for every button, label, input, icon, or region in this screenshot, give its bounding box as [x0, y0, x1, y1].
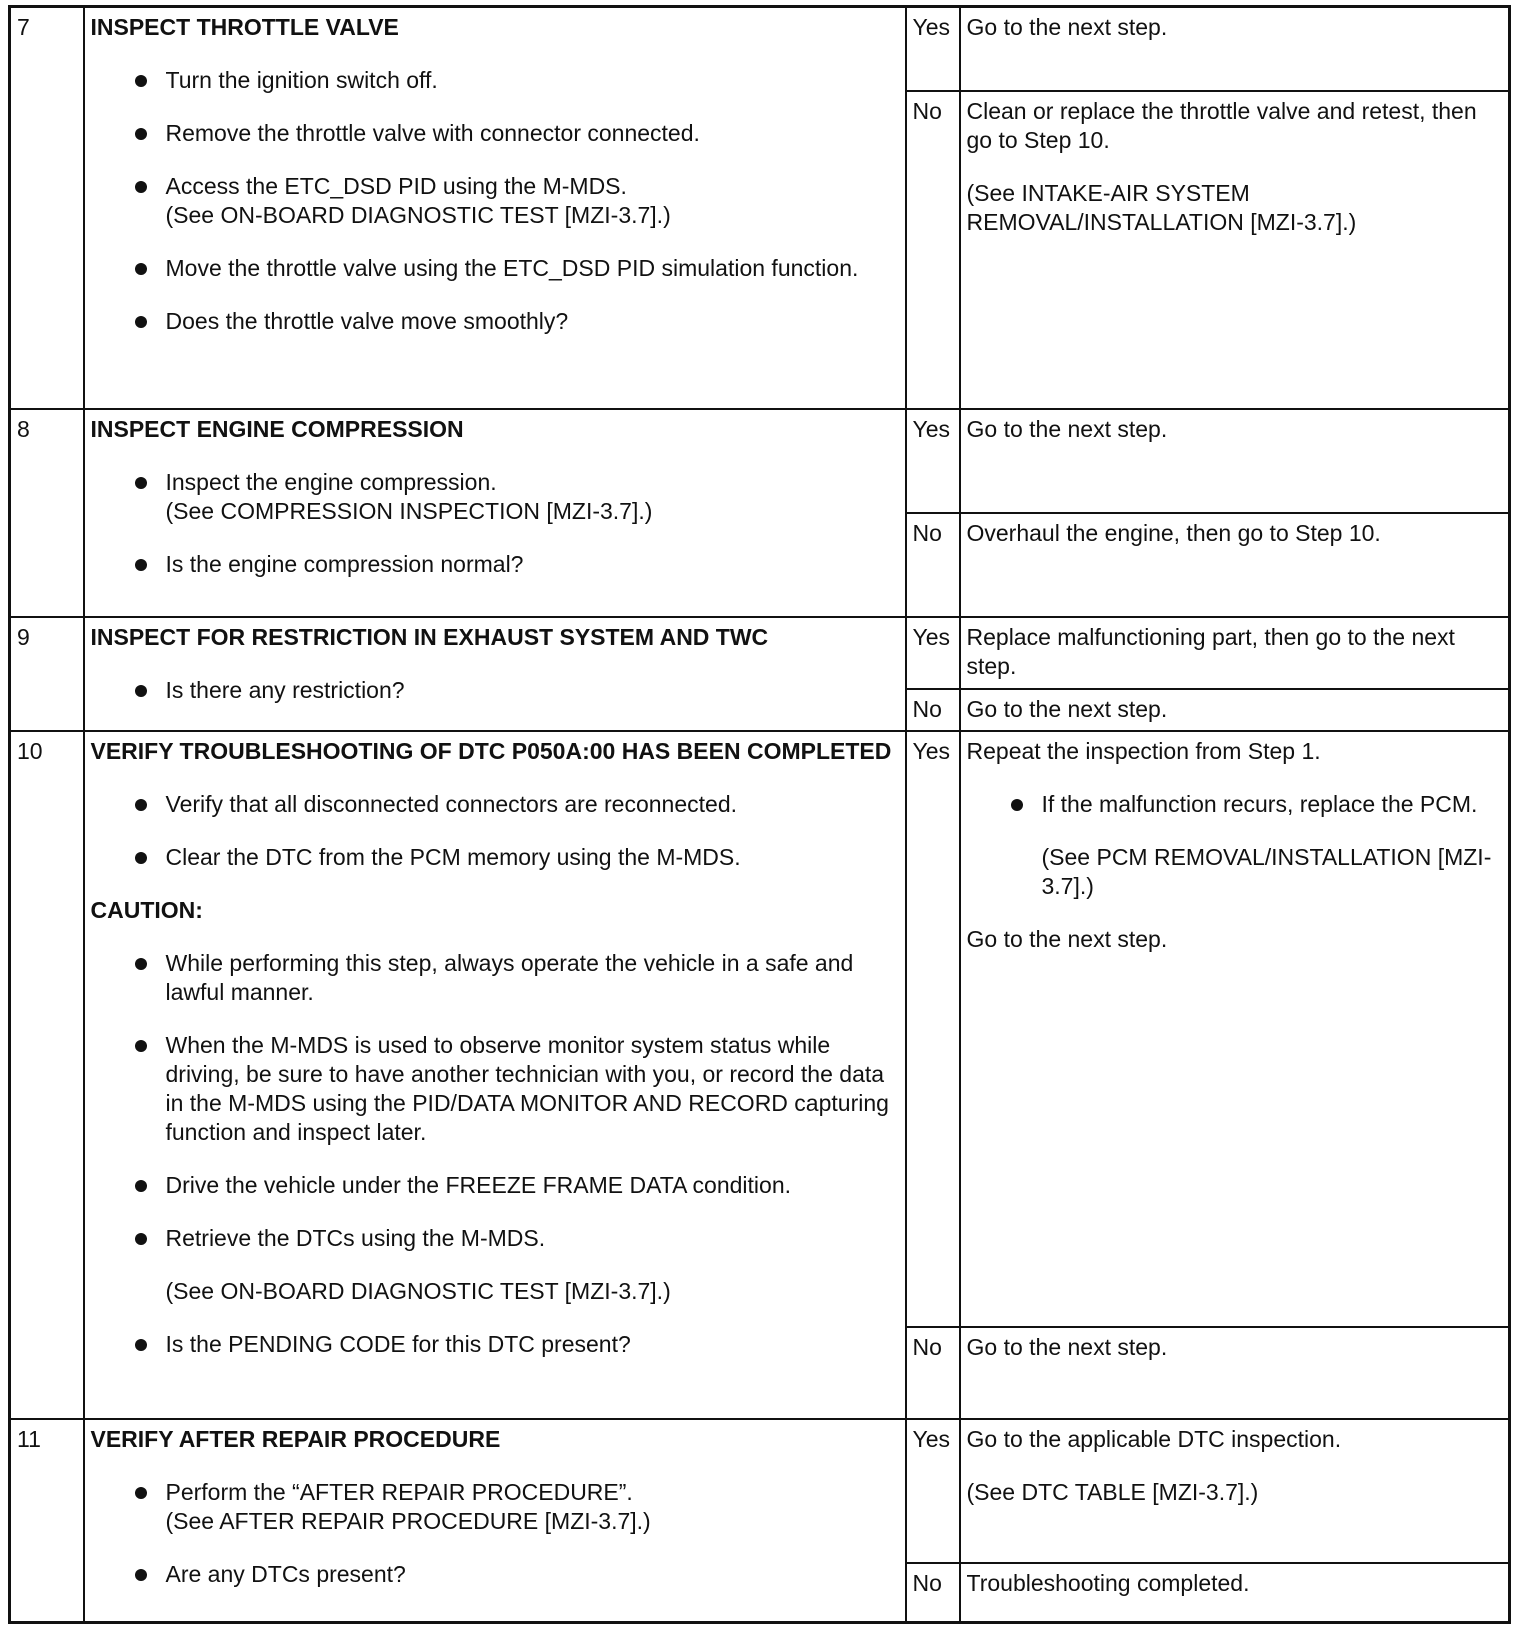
step-number: 9	[10, 617, 84, 731]
reference-link: (See COMPRESSION INSPECTION [MZI-3.7].)	[165, 497, 653, 524]
inspection-list	[91, 66, 899, 201]
list-item: Is the engine compression normal?	[91, 550, 899, 579]
step-7-yes-row	[10, 7, 1510, 91]
action-text: Go to the applicable DTC inspection.	[966, 1425, 1342, 1452]
action-text: Go to the next step.	[966, 14, 1168, 40]
inspection-list	[91, 790, 899, 872]
inspection-list	[91, 1478, 899, 1507]
action-text: Overhaul the engine, then go to Step 10.	[966, 519, 1381, 546]
inspection-list	[91, 550, 899, 579]
list-item: Verify that all disconnected connectors are reconnected.	[91, 790, 899, 819]
step-11-yes-row	[10, 1419, 1510, 1563]
step-number: 8	[10, 409, 84, 617]
no-label: No	[906, 91, 960, 409]
step-number: 11	[10, 1419, 84, 1623]
list-item: When the M-MDS is used to observe monitor system status while driving, be sure to have another technician with you, or record the data in the M-MDS using the PID/DATA MONITOR AND RECORD capturing function and inspect later.	[91, 1031, 899, 1147]
list-item: Move the throttle valve using the ETC_DSD PID simulation function.	[91, 254, 899, 283]
list-item: Remove the throttle valve with connector connected.	[91, 119, 899, 148]
list-item: Perform the “AFTER REPAIR PROCEDURE”.	[91, 1478, 899, 1507]
list-item: While performing this step, always operate the vehicle in a safe and lawful manner.	[91, 949, 899, 1007]
no-label: No	[906, 689, 960, 731]
action-list	[967, 790, 1503, 819]
action-text: Go to the next step.	[966, 695, 1168, 722]
list-item: Are any DTCs present?	[91, 1560, 899, 1589]
yes-action	[960, 7, 1510, 91]
step-10-yes-row	[10, 731, 1510, 1327]
no-action	[960, 689, 1510, 731]
reference-link: (See PCM REMOVAL/INSTALLATION [MZI-3.7].)	[1041, 843, 1492, 899]
step-title: INSPECT ENGINE COMPRESSION	[90, 415, 464, 442]
list-item: Turn the ignition switch off.	[91, 66, 899, 95]
list-item: If the malfunction recurs, replace the PCM.	[967, 790, 1503, 819]
reference-link: (See DTC TABLE [MZI-3.7].)	[966, 1478, 1259, 1505]
step-inspection	[84, 7, 906, 409]
list-item: Is there any restriction?	[91, 676, 899, 705]
no-action	[960, 91, 1510, 409]
yes-label: Yes	[906, 7, 960, 91]
step-number: 10	[10, 731, 84, 1419]
step-title: VERIFY TROUBLESHOOTING OF DTC P050A:00 HAS BEEN COMPLETED	[90, 737, 892, 764]
action-text: Troubleshooting completed.	[966, 1569, 1250, 1596]
list-item: Clear the DTC from the PCM memory using the M-MDS.	[91, 843, 899, 872]
no-action	[960, 513, 1510, 617]
list-item: Drive the vehicle under the FREEZE FRAME DATA condition.	[91, 1171, 899, 1200]
no-action	[960, 1563, 1510, 1623]
yes-action	[960, 617, 1510, 689]
inspection-list	[91, 1560, 899, 1589]
inspection-list	[91, 468, 899, 497]
troubleshooting-page	[8, 5, 1508, 1625]
action-text: Go to the next step.	[966, 415, 1168, 442]
step-inspection	[84, 1419, 906, 1623]
no-action	[960, 1327, 1510, 1419]
inspection-list	[91, 254, 899, 336]
reference-link: (See ON-BOARD DIAGNOSTIC TEST [MZI-3.7].)	[165, 1277, 671, 1304]
yes-label: Yes	[906, 731, 960, 1327]
step-title: INSPECT THROTTLE VALVE	[90, 14, 399, 40]
yes-action	[960, 409, 1510, 513]
yes-action	[960, 1419, 1510, 1563]
action-text: Go to the next step.	[966, 925, 1168, 952]
step-8-yes-row	[10, 409, 1510, 513]
list-item: Inspect the engine compression.	[91, 468, 899, 497]
reference-link: (See INTAKE-AIR SYSTEM REMOVAL/INSTALLATION [MZI-3.7].)	[966, 179, 1357, 235]
list-item: Access the ETC_DSD PID using the M-MDS.	[91, 172, 899, 201]
yes-label: Yes	[906, 409, 960, 513]
step-9-yes-row	[10, 617, 1510, 689]
caution-heading: CAUTION:	[90, 896, 203, 923]
yes-label: Yes	[906, 1419, 960, 1563]
caution-list	[91, 949, 899, 1253]
no-label: No	[906, 513, 960, 617]
step-inspection	[84, 617, 906, 731]
inspection-list	[91, 1330, 899, 1359]
reference-link: (See ON-BOARD DIAGNOSTIC TEST [MZI-3.7].)	[165, 202, 671, 228]
action-text: Repeat the inspection from Step 1.	[966, 737, 1321, 764]
list-item: Retrieve the DTCs using the M-MDS.	[91, 1224, 899, 1253]
step-title: INSPECT FOR RESTRICTION IN EXHAUST SYSTEM AND TWC	[90, 623, 769, 650]
step-title: VERIFY AFTER REPAIR PROCEDURE	[90, 1425, 501, 1452]
no-label: No	[906, 1563, 960, 1623]
action-text: Replace malfunctioning part, then go to the next step.	[966, 623, 1455, 679]
list-item: Does the throttle valve move smoothly?	[91, 307, 899, 336]
inspection-list	[91, 676, 899, 705]
list-item: Is the PENDING CODE for this DTC present?	[91, 1330, 899, 1359]
troubleshooting-table	[8, 5, 1511, 1624]
step-inspection	[84, 409, 906, 617]
reference-link: (See AFTER REPAIR PROCEDURE [MZI-3.7].)	[165, 1507, 651, 1534]
step-number: 7	[10, 7, 84, 409]
action-text: Go to the next step.	[966, 1333, 1168, 1360]
step-inspection	[84, 731, 906, 1419]
yes-action	[960, 731, 1510, 1327]
yes-label: Yes	[906, 617, 960, 689]
no-label: No	[906, 1327, 960, 1419]
action-text: Clean or replace the throttle valve and retest, then go to Step 10.	[966, 97, 1477, 153]
